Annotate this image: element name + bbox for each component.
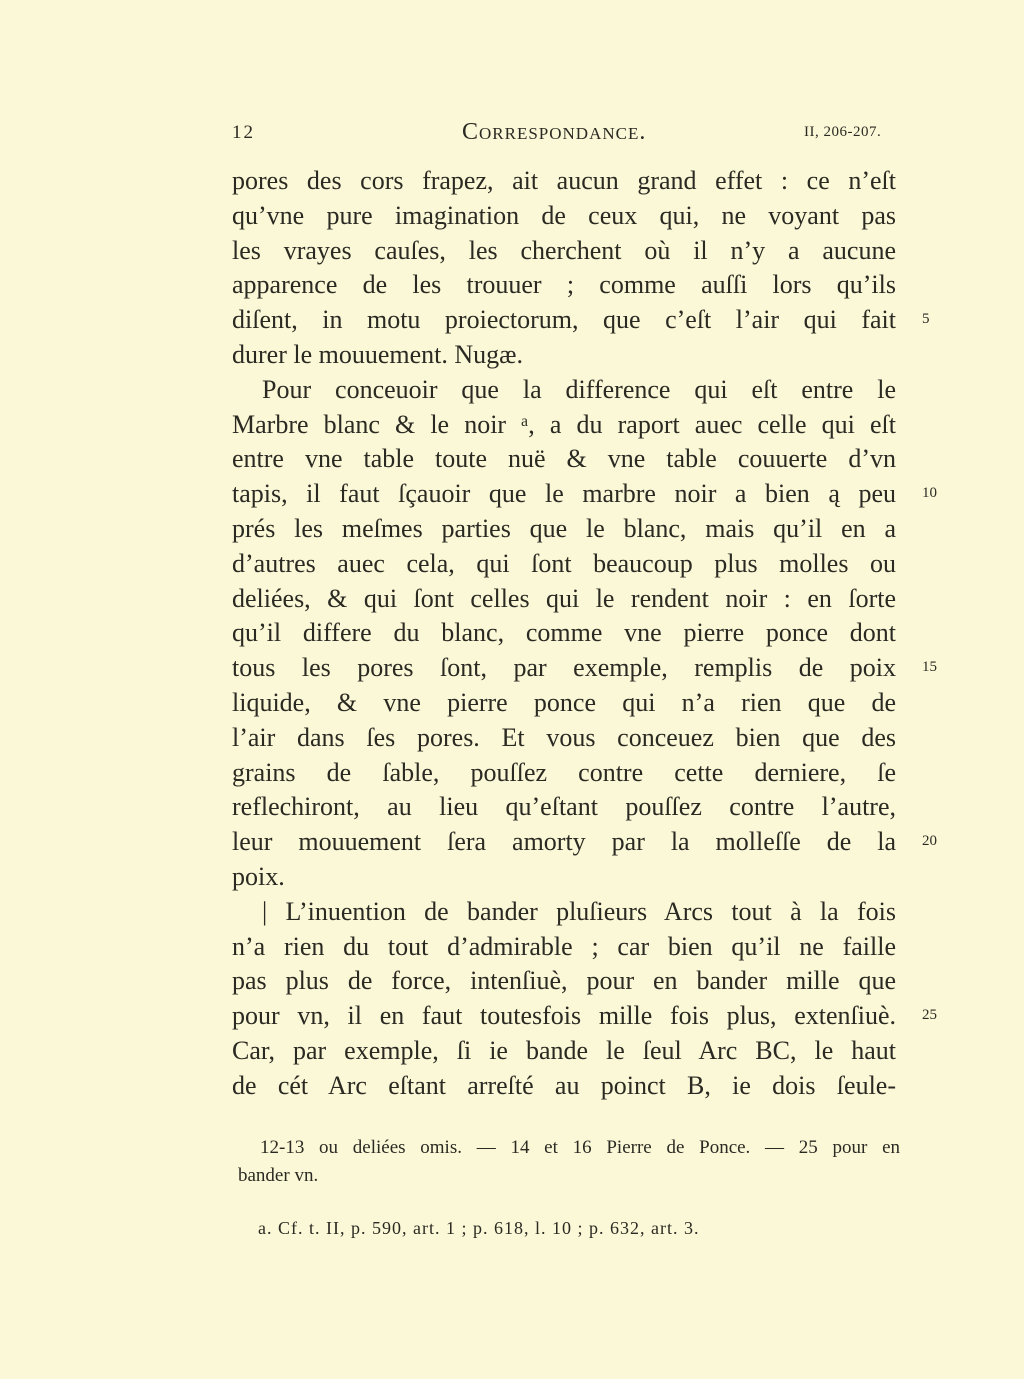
text-line: deliées, & qui ſont celles qui le rendent noir : en ſorte <box>232 583 896 613</box>
running-head <box>0 119 1024 152</box>
line-number: 25 <box>922 1007 937 1023</box>
line-number: 10 <box>922 485 937 501</box>
text-line: entre vne table toute nuë & vne table couuerte d’vn <box>232 444 896 474</box>
text-line: tous les pores ſont, par exemple, remplis de poix <box>232 653 896 683</box>
text-line: l’air dans ſes pores. Et vous conceuez bien que des <box>232 722 896 752</box>
line-number: 15 <box>922 659 937 675</box>
text-line: pas plus de force, intenſiuè, pour en bander mille que <box>232 966 896 996</box>
text-line: reflechiront, au lieu qu’eſtant pouſſez contre l’autre, <box>232 792 896 822</box>
text-line: apparence de les trouuer ; comme auſſi lors qu’ils <box>232 270 896 300</box>
text-line: tapis, il faut ſçauoir que le marbre noir a bien ą peu <box>232 479 896 509</box>
text-line: Marbre blanc & le noir ᵃ, a du raport auec celle qui eſt <box>232 409 896 439</box>
text-line: diſent, in motu proiectorum, que c’eſt l’air qui fait <box>232 305 896 335</box>
critical-apparatus <box>238 1134 900 1190</box>
text-line: leur mouuement ſera amorty par la molleſſe de la <box>232 827 896 857</box>
apparatus-line: bander vn. <box>238 1165 319 1186</box>
text-line: pores des cors frapez, ait aucun grand effet : ce n’eſt <box>232 166 896 195</box>
text-line: pour vn, il en faut toutesfois mille fois plus, extenſiuè. <box>232 1001 896 1031</box>
text-line: prés les meſmes parties que le blanc, mais qu’il en a <box>232 513 896 543</box>
footnote: a. Cf. t. II, p. 590, art. 1 ; p. 618, l. 10 ; p. 632, art. 3. <box>258 1218 700 1238</box>
text-line: d’autres auec cela, qui ſont beaucoup plus molles ou <box>232 548 896 578</box>
text-line: durer le mouuement. Nugæ. <box>232 339 523 369</box>
text-line: grains de ſable, pouſſez contre cette derniere, ſe <box>232 757 896 787</box>
text-line: qu’il differe du blanc, comme vne pierre ponce dont <box>232 618 896 648</box>
text-line: de cét Arc eſtant arreſté au poinct B, ie dois ſeule- <box>232 1070 896 1100</box>
body-text <box>232 164 896 1104</box>
text-line: n’a rien du tout d’admirable ; car bien qu’il ne faille <box>232 931 896 961</box>
folio-reference: II, 206-207. <box>804 124 882 140</box>
page-number: 12 <box>232 122 255 143</box>
line-number: 5 <box>922 311 930 327</box>
text-line: liquide, & vne pierre ponce qui n’a rien que de <box>232 687 896 717</box>
line-number: 20 <box>922 833 937 849</box>
text-line: | L’inuention de bander pluſieurs Arcs tout à la fois <box>262 896 896 926</box>
text-line: Car, par exemple, ſi ie bande le ſeul Arc BC, le haut <box>232 1035 896 1065</box>
text-line: les vrayes cauſes, les cherchent où il n’y a aucune <box>232 235 896 265</box>
text-line: poix. <box>232 861 285 891</box>
text-line: qu’vne pure imagination de ceux qui, ne voyant pas <box>232 200 896 230</box>
text-line: Pour conceuoir que la difference qui eſt entre le <box>262 374 896 404</box>
running-title: Correspondance. <box>462 119 647 145</box>
apparatus-line: 12-13 ou deliées omis. — 14 et 16 Pierre de Ponce. — 25 pour en <box>260 1137 900 1158</box>
